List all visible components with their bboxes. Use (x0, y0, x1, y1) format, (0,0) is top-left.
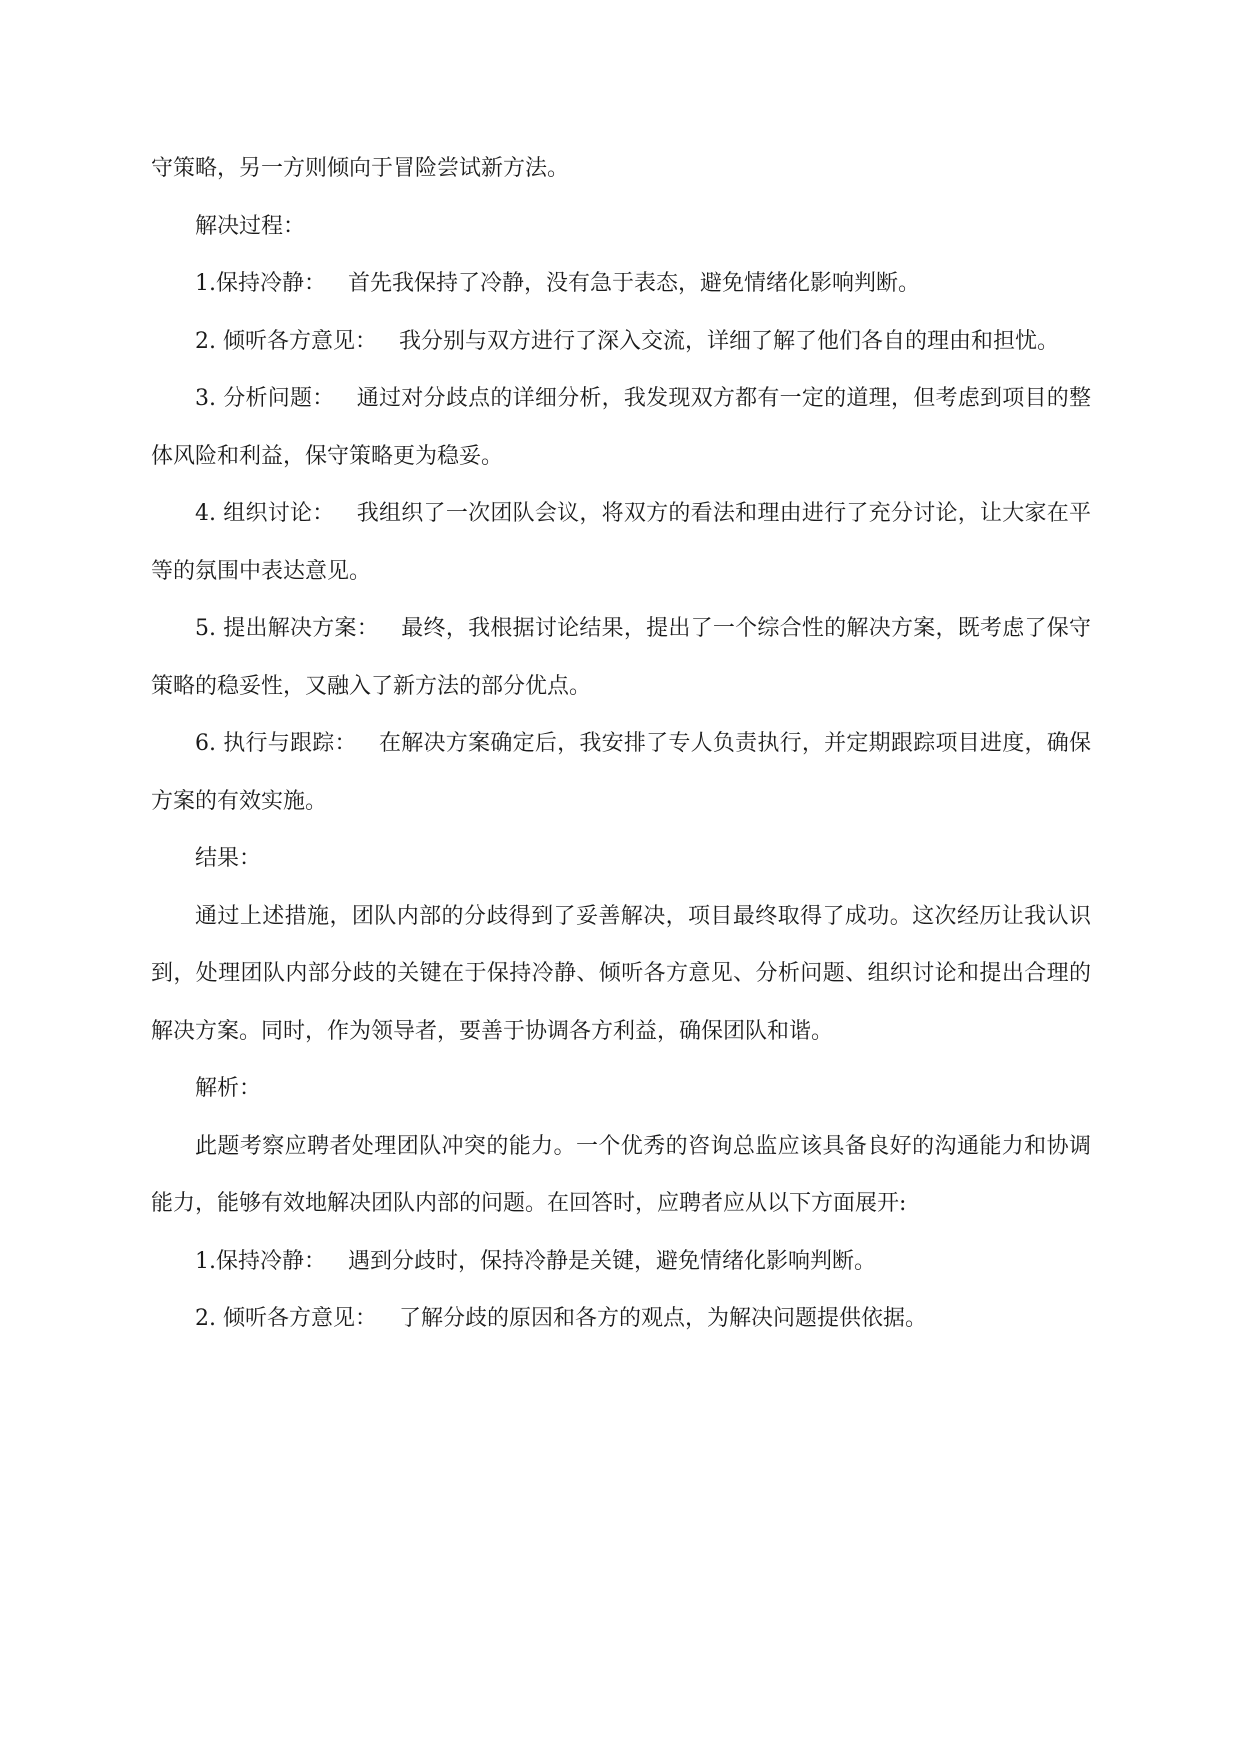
result-paragraph: 通过上述措施，团队内部的分歧得到了妥善解决，项目最终取得了成功。这次经历让我认识到，处理团队内部分歧的关键在于保持冷静、倾听各方意见、分析问题、组织讨论和提出合理的解决方案。同时，作为领导者，要善于协调各方利益，确保团队和谐。 (151, 903, 1091, 1044)
step-item-4 (151, 485, 1091, 600)
step-text: 我组织了一次团队会议，将双方的看法和理由进行了充分讨论，让大家在平等的氛围中表达意见。 (151, 501, 1091, 584)
step-label: 1.保持冷静： (195, 1248, 326, 1274)
step-text: 首先我保持了冷静，没有急于表态，避免情绪化影响判断。 (348, 271, 921, 296)
step-item-2 (151, 313, 1091, 371)
heading-resolution-process: 解决过程： (195, 213, 306, 239)
document-body (151, 140, 1091, 1348)
step-text: 通过对分歧点的详细分析，我发现双方都有一定的道理，但考虑到项目的整体风险和利益，保守策略更为稳妥。 (151, 386, 1091, 469)
step-label: 2. 倾听各方意见： (195, 1306, 377, 1331)
analysis-item-2 (151, 1290, 1091, 1348)
step-item-3 (151, 370, 1091, 485)
paragraph-continuation: 守策略，另一方则倾向于冒险尝试新方法。 (151, 156, 570, 181)
step-text: 最终，我根据讨论结果，提出了一个综合性的解决方案，既考虑了保守策略的稳妥性，又融入了新方法的部分优点。 (151, 616, 1091, 699)
heading-analysis: 解析： (195, 1076, 262, 1101)
step-label: 2. 倾听各方意见： (195, 328, 377, 354)
step-label: 3. 分析问题： (195, 386, 335, 411)
step-label: 6. 执行与跟踪： (195, 731, 357, 756)
heading-result: 结果： (195, 846, 262, 871)
step-label: 1.保持冷静： (195, 271, 326, 296)
step-text: 在解决方案确定后，我安排了专人负责执行，并定期跟踪项目进度，确保方案的有效实施。 (151, 731, 1091, 814)
step-label: 4. 组织讨论： (195, 501, 335, 526)
step-item-1 (151, 255, 1091, 313)
step-text: 遇到分歧时，保持冷静是关键，避免情绪化影响判断。 (348, 1248, 877, 1274)
analysis-item-1 (151, 1233, 1091, 1291)
step-item-6 (151, 715, 1091, 830)
step-item-5 (151, 600, 1091, 715)
step-text: 我分别与双方进行了深入交流，详细了解了他们各自的理由和担忧。 (398, 328, 1059, 354)
step-text: 了解分歧的原因和各方的观点，为解决问题提供依据。 (398, 1306, 927, 1331)
analysis-paragraph: 此题考察应聘者处理团队冲突的能力。一个优秀的咨询总监应该具备良好的沟通能力和协调能力，能够有效地解决团队内部的问题。在回答时，应聘者应从以下方面展开: (151, 1133, 1091, 1216)
step-label: 5. 提出解决方案： (195, 616, 380, 641)
